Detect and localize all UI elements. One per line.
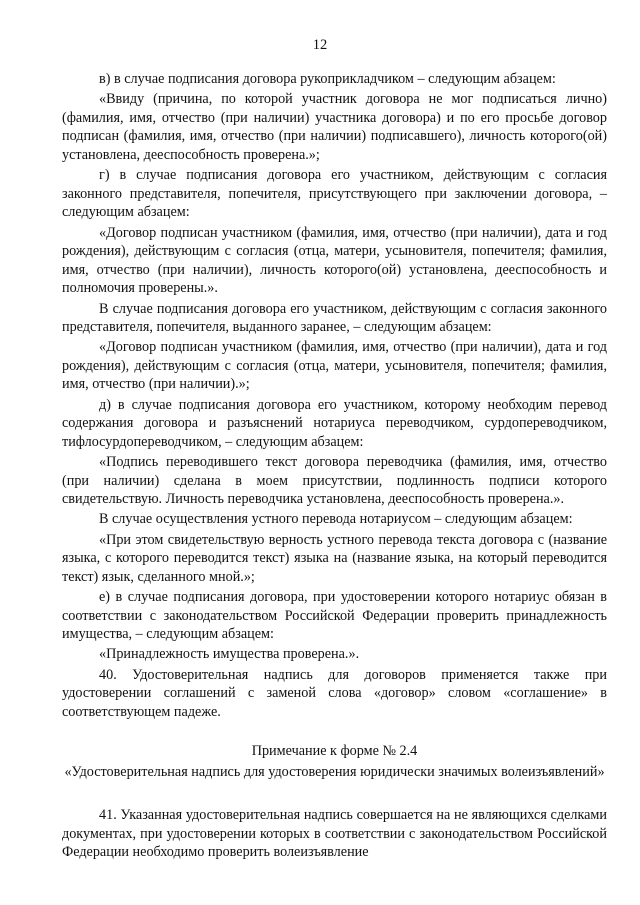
- paragraph-v-text: «Ввиду (причина, по которой участник договора не мог подписаться лично) (фамилия, имя, отчество (при наличии) участника договора) и по его просьбе договор подписан (фамилия, имя, отчество (при наличии) подписавшего), личность которого(ой) установлена, дееспособность проверена.»;: [62, 91, 607, 163]
- paragraph-e: е) в случае подписания договора, при удостоверении которого нотариус обязан в соответствии с законодательством Российской Федерации проверить принадлежность имущества, – следующим абзацем:: [62, 588, 607, 643]
- page-number: 12: [312, 37, 328, 53]
- paragraph-40: 40. Удостоверительная надпись для договоров применяется также при удостоверении соглашений с заменой слова «договор» словом «соглашение» в соответствующем падеже.: [62, 666, 607, 720]
- paragraph-d-text: «Подпись переводившего текст договора переводчика (фамилия, имя, отчество (при наличии) сделана в моем присутствии, подлинность подписи которого свидетельствую. Личность переводчика установлена, дееспособность проверена.».: [62, 454, 607, 508]
- paragraph-d-oral: В случае осуществления устного перевода нотариусом – следующим абзацем:: [99, 511, 573, 528]
- note-subtitle: «Удостоверительная надпись для удостоверения юридически значимых волеизъявлений»: [64, 763, 605, 780]
- paragraph-41: 41. Указанная удостоверительная надпись совершается на не являющихся сделками документах, при удостоверении которых в соответствии с законодательством Российской Федерации необходимо проверить волеизъявление: [62, 807, 607, 861]
- paragraph-d-oral-text: «При этом свидетельствую верность устного перевода текста договора с (название языка, с которого переводится текст) языка на (название языка, на который переводится текст) язык, сделанного мной.»;: [62, 531, 607, 585]
- paragraph-g: г) в случае подписания договора его участником, действующим с согласия законного представителя, попечителя, присутствующего при заключении договора, – следующим абзацем:: [62, 167, 607, 221]
- paragraph-g-text: «Договор подписан участником (фамилия, имя, отчество (при наличии), дата и год рождения), действующим с согласия (отца, матери, усыновителя, попечителя; фамилия, имя, отчество (при наличии), личность которого(ой) установлена, дееспособность и полномочия проверены.».: [62, 224, 607, 297]
- paragraph-e-text: «Принадлежность имущества проверена.».: [99, 646, 360, 663]
- paragraph-g-advance-text: «Договор подписан участником (фамилия, имя, отчество (при наличии), дата и год рождения), действующим с согласия (отца, матери, усыновителя, попечителя; фамилия, имя, отчество (при наличии).»;: [62, 339, 607, 393]
- paragraph-g-advance: В случае подписания договора его участником, действующим с согласия законного представителя, попечителя, выданного заранее, – следующим абзацем:: [62, 300, 607, 336]
- document-body: [62, 70, 607, 863]
- paragraph-v: в) в случае подписания договора рукоприкладчиком – следующим абзацем:: [99, 71, 556, 87]
- paragraph-d: д) в случае подписания договора его участником, которому необходим перевод содержания договора и разъяснений нотариуса переводчиком, сурдопереводчиком, тифлосурдопереводчиком, – следующим абзацем:: [62, 396, 607, 450]
- note-title: Примечание к форме № 2.4: [251, 743, 418, 760]
